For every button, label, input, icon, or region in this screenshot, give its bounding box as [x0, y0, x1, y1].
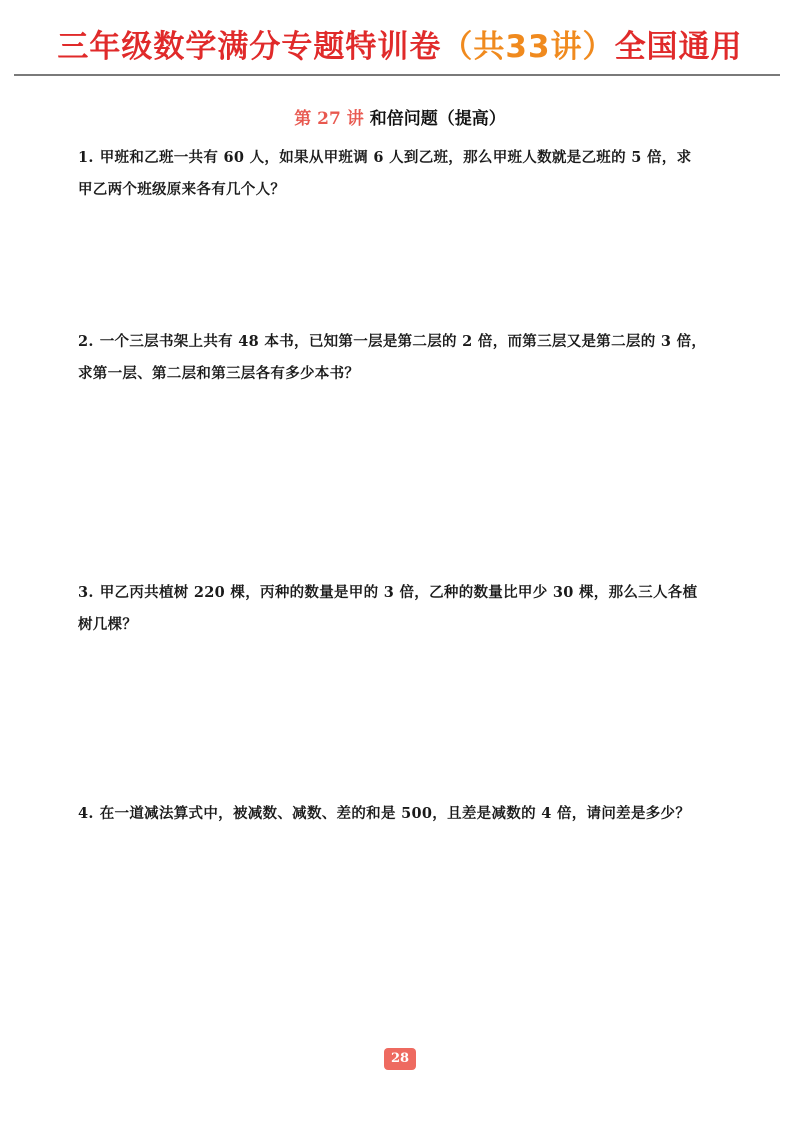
- question-number: 4.: [78, 805, 94, 822]
- question-text-continued: 树几棵？: [78, 616, 138, 633]
- lesson-title: 和倍问题（提高）: [369, 109, 506, 129]
- question-1: [78, 142, 738, 206]
- question-text-continued: 求第一层、第二层和第三层各有多少本书？: [78, 365, 360, 382]
- header-scope: 全国通用: [614, 29, 743, 65]
- question-text: 在一道减法算式中，被减数、减数、差的和是 500，且差是减数的 4 倍，请问差是多少？: [99, 805, 691, 822]
- question-line: [78, 577, 738, 609]
- header-lecture-count: （共33讲）: [441, 29, 615, 65]
- lesson-number: 第 27 讲: [294, 109, 364, 129]
- question-line: [78, 142, 738, 174]
- question-text: 一个三层书架上共有 48 本书，已知第一层是第二层的 2 倍，而第三层又是第二层的 3 倍，: [99, 333, 707, 350]
- question-number: 2.: [78, 333, 94, 350]
- question-4: [78, 798, 738, 830]
- page-number-badge: 28: [384, 1048, 416, 1070]
- document-header: [0, 22, 800, 72]
- question-number: 3.: [78, 584, 94, 601]
- question-line: [78, 798, 738, 830]
- lesson-heading: [0, 104, 800, 129]
- question-number: 1.: [78, 149, 94, 166]
- header-divider: [14, 74, 780, 76]
- question-3: [78, 577, 738, 641]
- question-text: 甲班和乙班一共有 60 人，如果从甲班调 6 人到乙班，那么甲班人数就是乙班的 5 倍，求: [99, 149, 692, 166]
- question-text: 甲乙丙共植树 220 棵，丙种的数量是甲的 3 倍，乙种的数量比甲少 30 棵，那么三人各植: [99, 584, 698, 601]
- header-title: 三年级数学满分专题特训卷: [57, 29, 442, 65]
- question-line: [78, 326, 738, 358]
- question-2: [78, 326, 738, 390]
- question-text-continued: 甲乙两个班级原来各有几个人？: [78, 181, 286, 198]
